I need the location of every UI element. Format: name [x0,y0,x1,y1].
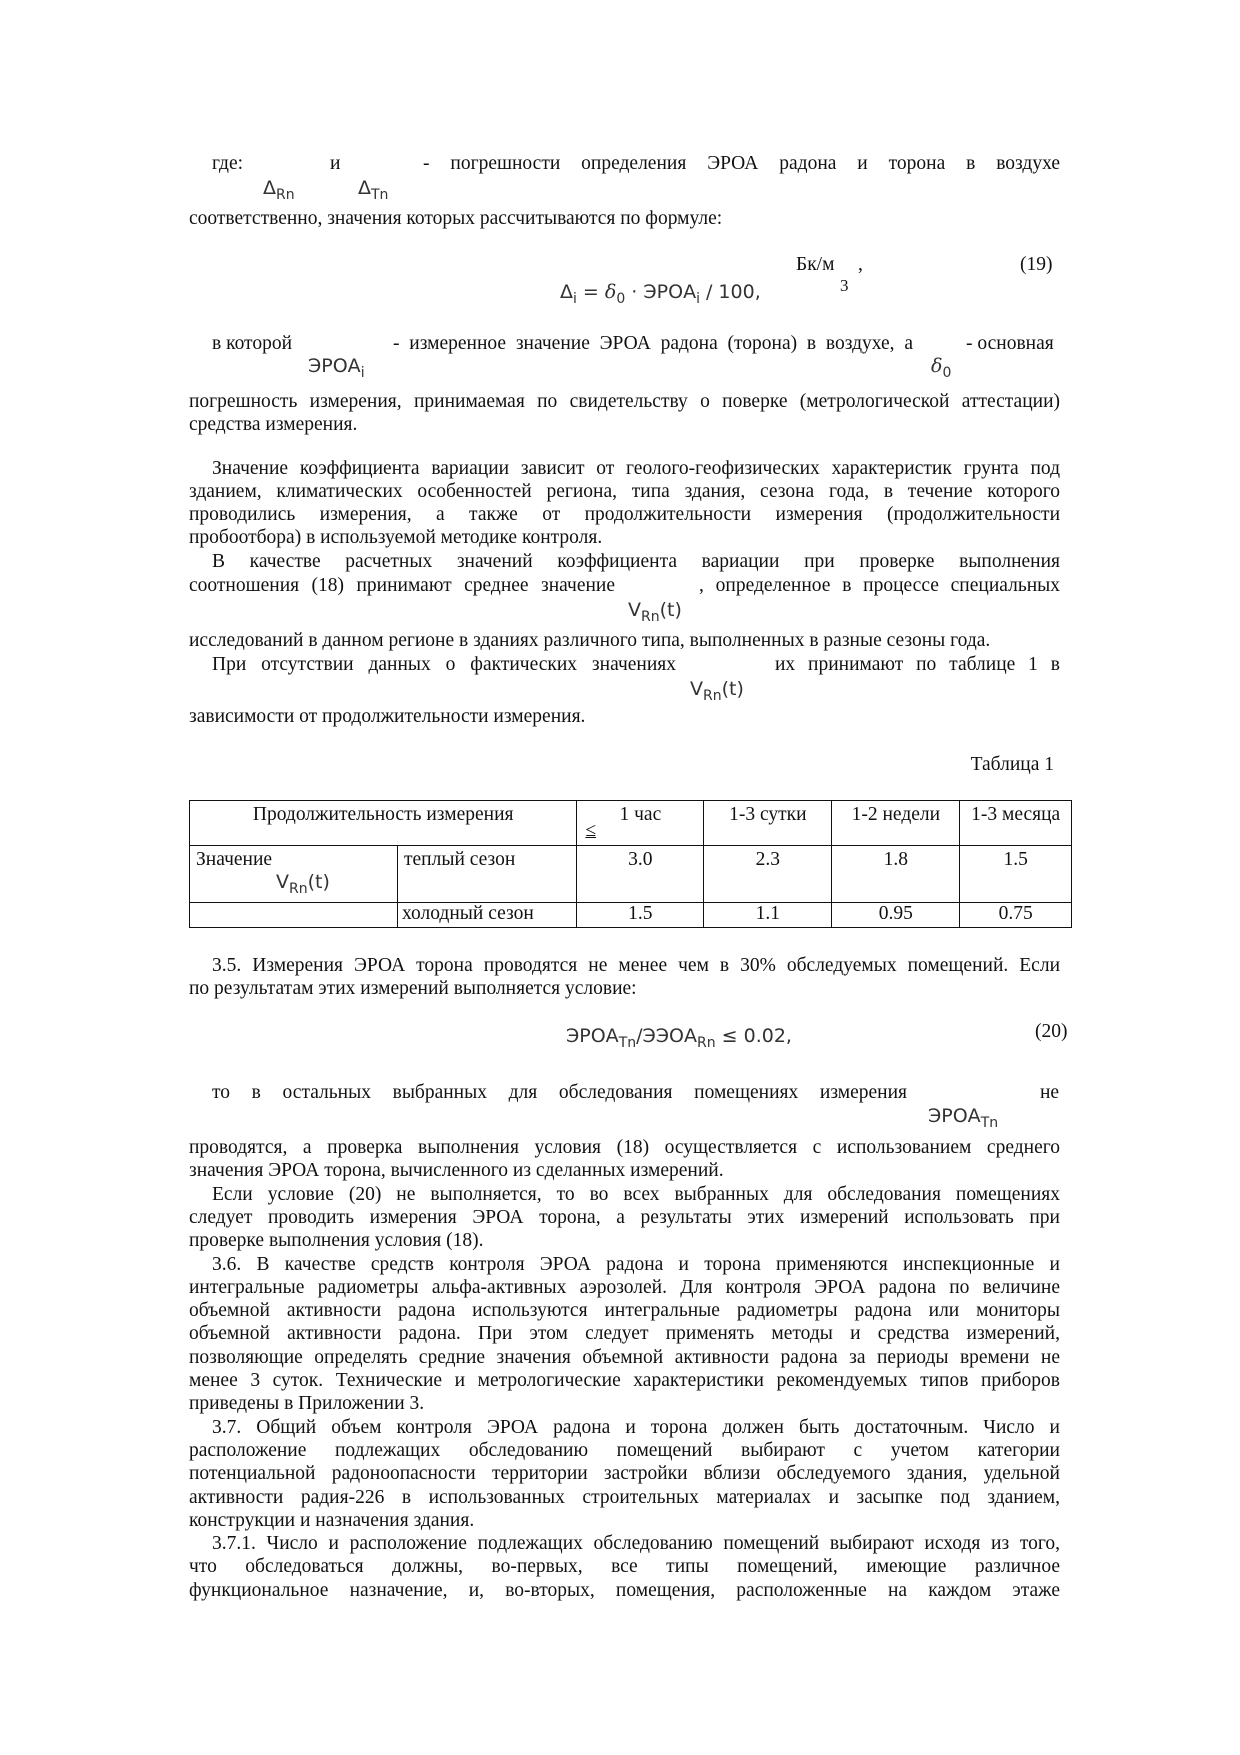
value-cell: 0.95 [832,903,960,928]
season-cell: холодный сезон [398,903,577,928]
body-line: объемной активности радона используются интегральные радиометры радона или мониторы [189,1300,1060,1322]
body-line: конструкции и назначения здания. [189,1509,475,1531]
text-instrument: средства измерения. [189,414,358,435]
body-line: интегральные радиометры альфа-активных аэрозолей. Для контроля ЭРОА радона по величине [189,1276,1060,1298]
body-line: потенциальной радоноопасности территории застройки вблизи обследуемого здания, удельной [189,1463,1060,1485]
header-1-3-months: 1-3 месяца [960,801,1072,846]
formula-delta-0: $\delta_0$ [931,355,952,381]
formula-delta-tn: $\Delta_{Tn}$ [358,177,389,203]
paragraph-calc-line: исследований в данном регионе в зданиях различного типа, выполненных в разные сезоны года. [189,630,991,651]
value-cell: 2.3 [704,846,832,903]
paragraph-3-5-line: по результатам этих измерений выполняется условие: [189,978,637,999]
table-caption: Таблица 1 [970,754,1054,775]
row-label [190,846,398,903]
body-line: менее 3 суток. Технические и метрологические характеристики рекомендуемых типов приборов [189,1370,1060,1391]
paragraph-rest-line: то в остальных выбранных для обследования помещениях измерения [212,1082,907,1103]
text-formula-intro: соответственно, значения которых рассчитываются по формуле: [189,208,723,229]
text-and: и [330,153,341,174]
body-line: Если условие (20) не выполняется, то во всех выбранных для обследования помещениях [212,1183,1060,1205]
formula-eroa-i: $ЭРОА_i$ [308,355,365,381]
formula-delta-rn: $\Delta_{Rn}$ [263,177,295,203]
equation-number-19: (19) [1020,254,1053,275]
value-cell: 1.1 [704,903,832,928]
row-label-text: Значение [196,849,273,870]
body-line: приведены в Приложении 3. [189,1393,425,1415]
body-line: объемной активности радона. При этом следует применять методы и средства измерений, [189,1323,1060,1345]
value-cell: 1.5 [960,846,1072,903]
value-cell: 1.8 [832,846,960,903]
text-basic: - основная [966,333,1054,354]
body-line: 3.7.1. Число и расположение подлежащих обследованию помещений выбирают исходя из того, [212,1533,1060,1555]
body-line: следует проводить измерения ЭРОА торона, а результаты этих измерений использовать при [189,1206,1060,1228]
body-line: 3.6. В качестве средств контроля ЭРОА радона и торона применяются инспекционные и [212,1253,1060,1275]
body-line: расположение подлежащих обследованию помещений выбирают с учетом категории [189,1439,1060,1461]
header-1-2-weeks: 1-2 недели [832,801,960,846]
paragraph-variation-line: Значение коэффициента вариации зависит от геолого-геофизических характеристик грунта под [212,458,1060,479]
paragraph-rest-word: не [1040,1082,1060,1103]
value-cell: 0.75 [960,903,1072,928]
value-cell: 3.0 [577,846,704,903]
empty-cell [190,903,398,928]
text-measured-value: - измеренное значение ЭРОА радона (торона) в воздухе, а [393,333,913,354]
body-line: позволяющие определять средние значения объемной активности радона за периоды времени не [189,1346,1060,1368]
formula-v-rn: $V_{Rn}(t)$ [628,599,682,625]
header-1-hour-label: 1 час [619,804,662,825]
body-line: значения ЭРОА торона, вычисленного из сделанных измерений. [189,1160,724,1182]
table-row [190,903,1072,928]
value-cell: 1.5 [577,903,704,928]
text-error-line: погрешность измерения, принимаемая по свидетельству о поверке (метрологической аттестации) [189,391,1060,412]
table-row [190,846,1072,903]
paragraph-calc-line: соотношения (18) принимают среднее значение [189,575,615,596]
text-error-desc: - погрешности определения ЭРОА радона и торона в воздухе [423,153,1060,174]
paragraph-calc-line: При отсутствии данных о фактических значениях [212,654,676,675]
paragraph-calc-line: В качестве расчетных значений коэффициента вариации при проверке выполнения [212,551,1060,572]
header-1-3-days: 1-3 сутки [704,801,832,846]
body-line: 3.7. Общий объем контроля ЭРОА радона и торона должен быть достаточным. Число и [212,1416,1060,1438]
body-line: что обследоваться должны, во-первых, все типы помещений, имеющие различное [189,1556,1060,1578]
table-header-row [190,801,1072,846]
formula-v-rn: $V_{Rn}(t)$ [276,871,330,897]
text-where: где: [212,153,244,174]
less-equal-sign: ≤ [585,820,597,841]
formula-comma: , [858,254,863,275]
formula-19: $\Delta_i = \delta_0$ · $ЭРОА_i / 100$, [560,281,761,307]
equation-number-20: (20) [1035,1021,1068,1042]
formula-eroa-tn: $ЭРОА_{Tn}$ [928,1105,999,1131]
body-line: активности радия-226 в использованных строительных материалах и засыпке под зданием, [189,1486,1060,1508]
paragraph-calc-line: их принимают по таблице 1 в [775,654,1060,675]
variation-table [189,800,1072,928]
paragraph-calc-line: , определенное в процессе специальных [699,575,1060,596]
body-line: проводятся, а проверка выполнения условия (18) осуществляется с использованием среднего [189,1137,1060,1158]
text-which: в которой [212,333,293,354]
body-line: проверке выполнения условия (18). [189,1230,484,1252]
paragraph-variation-line: пробоотбора) в используемой методике контроля. [189,527,603,548]
formula-unit: Бк/м [796,254,835,275]
formula-v-rn: $V_{Rn}(t)$ [690,678,744,704]
paragraph-calc-line: зависимости от продолжительности измерения. [189,706,586,727]
body-line: функциональное назначение, и, во-вторых, помещения, расположенные на каждом этаже [189,1579,1060,1601]
header-duration: Продолжительность измерения [190,801,577,846]
paragraph-variation-line: зданием, климатических особенностей региона, типа здания, сезона года, в течение которого [189,481,1060,502]
paragraph-3-5-line: 3.5. Измерения ЭРОА торона проводятся не менее чем в 30% обследуемых помещений. Если [212,955,1060,976]
formula-20: $ЭРОА_{Tn}/ЭЭОА_{Rn} \le 0.02$, [566,1025,792,1051]
formula-unit-exponent: 3 [840,276,849,295]
header-1-hour [577,801,704,846]
season-cell: теплый сезон [398,846,577,903]
paragraph-variation-line: проводились измерения, а также от продолжительности измерения (продолжительности [189,504,1060,525]
